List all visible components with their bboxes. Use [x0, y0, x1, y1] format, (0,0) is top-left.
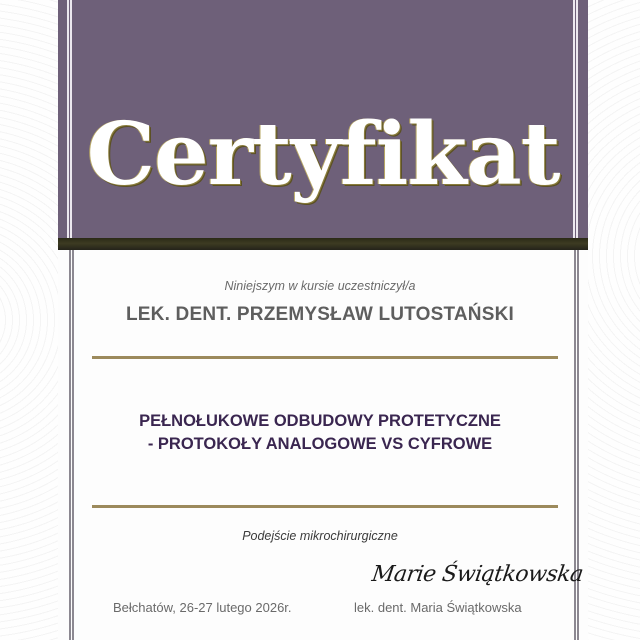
gold-band	[58, 238, 588, 250]
gold-divider	[92, 356, 558, 359]
course-title-line-1: PEŁNOŁUKOWE ODBUDOWY PROTETYCZNE	[139, 412, 501, 430]
signer-name: lek. dent. Maria Świątkowska	[354, 600, 522, 615]
intro-text: Niniejszym w kursie uczestniczył/a	[224, 279, 416, 293]
course-subtitle: Podejście mikrochirurgiczne	[242, 529, 398, 543]
handwritten-signature: Marie Świątkowska	[370, 562, 585, 587]
recipient-name: LEK. DENT. PRZEMYSŁAW LUTOSTAŃSKI	[125, 304, 515, 325]
course-title	[0, 410, 640, 456]
gold-divider	[92, 505, 558, 508]
course-title-line-2: - PROTOKOŁY ANALOGOWE VS CYFROWE	[147, 435, 493, 453]
place-date: Bełchatów, 26-27 lutego 2026r.	[113, 600, 292, 615]
certificate-title: Certyfikat	[86, 104, 560, 205]
